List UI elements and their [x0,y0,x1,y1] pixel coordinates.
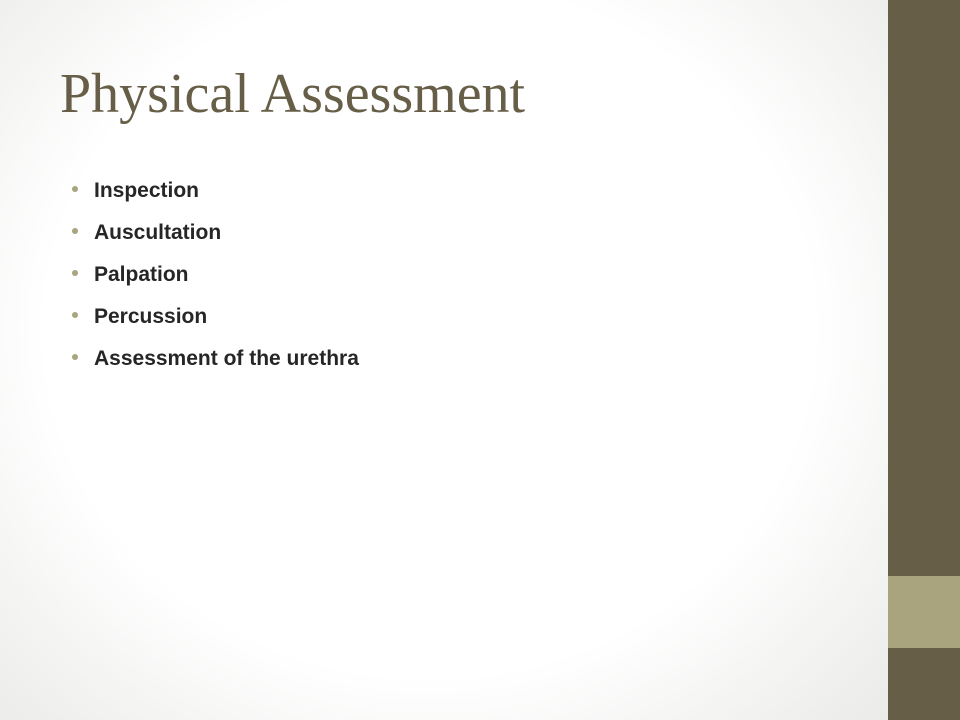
bullet-item-palpation [72,256,359,298]
bullet-list [72,172,359,382]
bullet-dot-icon [72,354,78,360]
sidebar-accent-block [888,576,960,648]
bullet-text: Percussion [94,305,208,328]
bullet-text: Palpation [94,263,189,286]
bullet-dot-icon [72,270,78,276]
bullet-text: Inspection [94,179,200,202]
bullet-item-inspection [72,172,359,214]
slide-title: Physical Assessment [60,63,526,125]
bullet-item-auscultation [72,214,359,256]
bullet-dot-icon [72,186,78,192]
bullet-text: Assessment of the urethra [94,347,359,370]
bullet-dot-icon [72,312,78,318]
bullet-dot-icon [72,228,78,234]
bullet-text: Auscultation [94,221,222,244]
bullet-item-urethra-assessment [72,340,359,382]
bullet-item-percussion [72,298,359,340]
